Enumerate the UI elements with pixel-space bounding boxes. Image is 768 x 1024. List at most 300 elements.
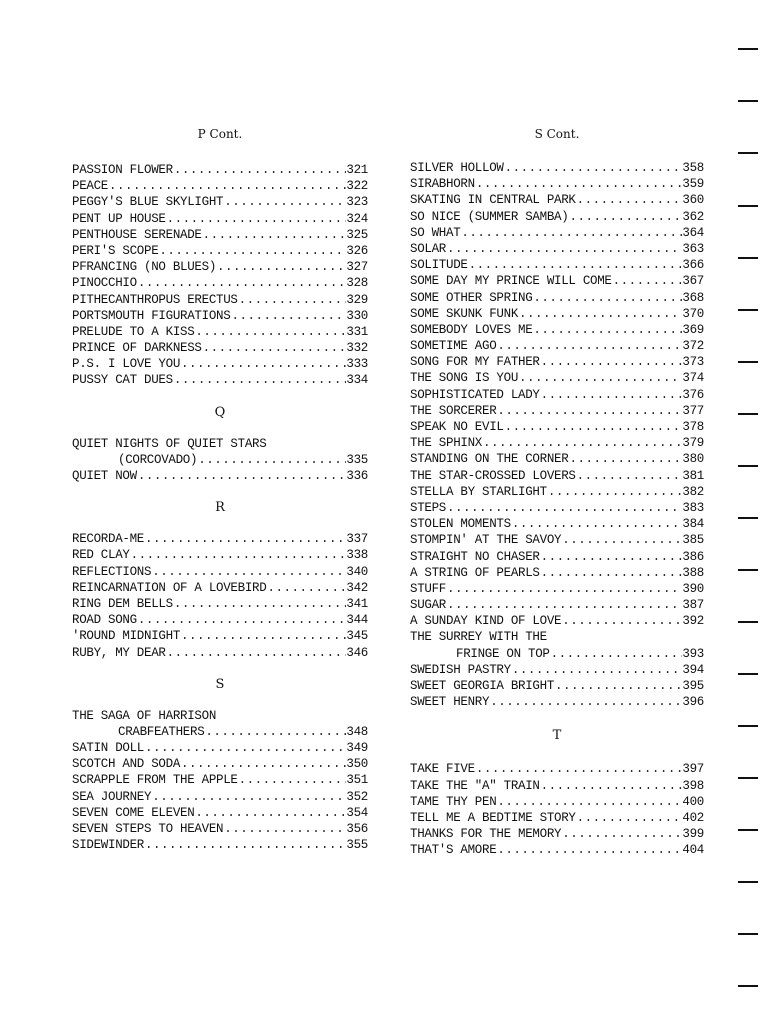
index-entry [72,259,368,275]
entry-title: RUBY, MY DEAR [72,645,166,660]
dot-leader [540,778,683,794]
entry-title: SO WHAT [410,225,461,240]
index-entry [410,778,704,794]
entry-title: (CORCOVADO) [118,452,198,467]
index-entry [410,678,704,694]
entry-title: STOMPIN' AT THE SAVOY [410,533,562,548]
dot-leader [151,564,346,580]
index-entry-multiline [72,436,368,468]
index-entry [410,192,704,208]
index-entry [410,176,704,192]
dot-leader [540,354,683,370]
index-entry [410,403,704,419]
page-number: 395 [682,679,704,693]
index-entry [410,241,704,257]
dot-leader [180,628,346,644]
entry-title: SOME OTHER SPRING [410,290,533,305]
index-entry [72,580,368,596]
dot-leader [561,613,682,629]
dot-leader [137,612,347,628]
dot-leader [576,468,683,484]
page-number: 321 [346,163,368,177]
index-entry [72,756,368,772]
dot-leader [194,324,346,340]
index-entry [410,338,704,354]
entry-title: SOMEBODY LOVES ME [410,322,533,337]
page-number: 349 [346,741,368,756]
dot-leader [223,821,346,837]
index-entry [410,354,704,370]
index-entry [410,549,704,565]
entry-title: SKATING IN CENTRAL PARK [410,193,576,208]
index-entry [410,273,704,289]
entry-title-line2 [72,452,368,468]
edge-tick-mark [738,48,758,50]
dot-leader [576,192,683,208]
dot-leader [576,810,683,826]
entry-title: TAME THY PEN [410,794,497,809]
index-entry [72,372,368,388]
index-entry [410,257,704,273]
entry-title: SPEAK NO EVIL [410,420,504,434]
dot-leader [550,646,683,662]
page-number: 404 [682,843,704,858]
index-entry [410,565,704,581]
index-entry [72,227,368,243]
index-entry [410,581,704,597]
index-entry [410,516,704,532]
page-number: 324 [346,211,368,226]
section-s-cont-list-b [410,662,704,711]
entry-title: SATIN DOLL [72,741,145,756]
dot-leader [144,740,346,756]
index-entry [410,225,704,241]
entry-title: SWEDISH PASTRY [410,662,511,677]
page-number: 325 [346,227,368,242]
entry-title: SOME DAY MY PRINCE WILL COME [410,274,612,289]
entry-title: PRINCE OF DARKNESS [72,341,202,356]
index-entry [410,694,704,710]
index-entry [72,324,368,340]
section-s-list [72,740,368,853]
dot-leader [173,596,347,612]
page-number: 378 [682,420,704,434]
dot-leader [540,549,683,565]
page-number: 337 [346,532,368,547]
entry-title: PEGGY'S BLUE SKYLIGHT [72,195,224,210]
entry-title: ROAD SONG [72,613,137,628]
dot-leader [202,227,347,243]
page-number: 399 [682,827,704,842]
entry-title: PORTSMOUTH FIGURATIONS [72,308,231,323]
section-letter-r: R [215,500,225,516]
page-number: 380 [682,452,704,467]
dot-leader [238,292,347,308]
entry-title: A SUNDAY KIND OF LOVE [410,614,562,629]
index-entry [72,531,368,547]
dot-leader [568,209,682,225]
edge-tick-mark [738,309,758,311]
section-r-list [72,531,368,661]
entry-title-line1: QUIET NIGHTS OF QUIET STARS [72,436,267,451]
index-entry [72,645,368,661]
dot-leader [194,805,346,821]
dot-leader [166,211,347,227]
dot-leader [496,403,682,419]
page-number: 370 [682,306,704,321]
page-number: 384 [682,517,704,532]
entry-title: A STRING OF PEARLS [410,565,540,580]
page-number: 333 [346,357,368,372]
entry-title: SOMETIME AGO [410,339,497,354]
index-entry [72,805,368,821]
dot-leader [238,772,347,788]
dot-leader [475,176,683,192]
entry-title: THE STAR-CROSSED LOVERS [410,468,576,483]
page-number: 364 [682,225,704,240]
entry-title: PINOCCHIO [72,276,137,291]
index-entry [72,468,368,484]
page-number: 350 [346,757,368,772]
page-number: 398 [682,778,704,793]
index-entry [410,306,704,322]
entry-title: SEA JOURNEY [72,789,152,804]
entry-title: THAT'S AMORE [410,843,497,858]
entry-title: PERI'S SCOPE [72,243,159,258]
dot-leader [612,273,683,289]
entry-title: SOME SKUNK FUNK [410,306,519,321]
column-header: S Cont. [534,127,580,141]
page-number: 338 [346,548,368,563]
index-entry [410,370,704,386]
index-entry [72,178,368,194]
index-entry [72,211,368,227]
dot-leader [475,761,683,777]
entry-title: STELLA BY STARLIGHT [410,484,547,499]
entry-title: SWEET GEORGIA BRIGHT [410,679,555,693]
dot-leader [204,724,346,740]
edge-tick-mark [738,257,758,259]
edge-tick-mark [738,621,758,623]
section-letter-t: T [552,728,562,744]
index-entry [410,322,704,338]
entry-title: THE SORCERER [410,403,497,418]
index-entry [72,340,368,356]
edge-tick-mark [738,152,758,154]
section-s-cont-list [410,160,704,629]
index-column-left [72,126,368,853]
edge-tick-mark [738,829,758,831]
dot-leader [554,678,682,694]
entry-title: TAKE THE "A" TRAIN [410,778,540,793]
index-entry [410,290,704,306]
entry-title: THE SONG IS YOU [410,371,519,386]
entry-title: SUGAR [410,598,447,613]
page-number: 322 [346,179,368,194]
dot-leader [230,308,346,324]
index-entry [410,761,704,777]
dot-leader [446,581,682,597]
entry-title: SCRAPPLE FROM THE APPLE [72,773,238,788]
dot-leader [489,694,682,710]
dot-leader [266,580,346,596]
page-number: 354 [346,805,368,820]
index-entry [410,532,704,548]
page-number: 329 [346,292,368,307]
page-number: 392 [682,614,704,629]
entry-title: SWEET HENRY [410,695,490,710]
page-number: 340 [346,564,368,579]
entry-title: TELL ME A BEDTIME STORY [410,810,576,825]
dot-leader [518,370,682,386]
entry-title: SCOTCH AND SODA [72,757,181,772]
entry-title: CRABFEATHERS [118,724,205,739]
entry-title: RECORDA-ME [72,532,145,547]
entry-title: SILVER HOLLOW [410,161,504,175]
index-entry [410,419,704,435]
index-entry-multiline [72,708,368,740]
entry-title: SIDEWINDER [72,838,145,853]
entry-title: SOLAR [410,241,447,256]
entry-title: SO NICE (SUMMER SAMBA) [410,209,569,224]
dot-leader [540,565,683,581]
section-t-list [410,761,704,858]
entry-title: RING DEM BELLS [72,596,173,611]
page-number: 351 [346,773,368,788]
page-number: 323 [346,195,368,210]
page-number: 372 [682,339,704,354]
index-entry [410,826,704,842]
entry-title-line2 [410,646,704,662]
page-number: 388 [682,565,704,580]
page-number: 368 [682,290,704,305]
entry-title-line1: THE SAGA OF HARRISON [72,708,217,723]
page-number: 330 [346,308,368,323]
index-entry [410,451,704,467]
dot-leader [197,452,346,468]
dot-leader [137,275,347,291]
dot-leader [496,794,682,810]
entry-title: REFLECTIONS [72,564,152,579]
edge-tick-mark [738,205,758,207]
dot-leader [496,842,682,858]
page-number: 327 [346,260,368,275]
page-number: 348 [346,724,368,739]
index-entry [410,160,704,176]
page-number: 383 [682,500,704,515]
edge-tick-mark [738,777,758,779]
index-entry [410,500,704,516]
dot-leader [446,500,682,516]
index-entry [72,837,368,853]
index-entry [410,794,704,810]
page-number: 352 [346,789,368,804]
index-entry [410,613,704,629]
entry-title: SOPHISTICATED LADY [410,387,540,402]
page-number: 382 [682,484,704,499]
index-entry [410,662,704,678]
entry-title: QUIET NOW [72,469,137,483]
entry-title: STOLEN MOMENTS [410,517,511,532]
index-entry [410,468,704,484]
index-column-right [410,126,704,859]
page-number: 381 [682,468,704,483]
page-number: 360 [682,193,704,208]
section-q-list [72,468,368,484]
page-number: 366 [682,258,704,273]
section-p-list [72,162,368,389]
page-number: 336 [346,469,368,483]
page-number: 332 [346,341,368,356]
page-number: 373 [682,355,704,370]
edge-tick-mark [738,100,758,102]
page-number: 335 [346,452,368,467]
dot-leader [216,259,346,275]
entry-title: RED CLAY [72,548,130,563]
dot-leader [504,160,683,176]
entry-title: PENT UP HOUSE [72,211,166,226]
page-number: 358 [682,161,704,175]
dot-leader [202,340,347,356]
index-entry [72,194,368,210]
dot-leader [158,243,346,259]
index-entry [72,789,368,805]
entry-title: PRELUDE TO A KISS [72,324,195,339]
entry-title: SONG FOR MY FATHER [410,355,540,370]
entry-title: STRAIGHT NO CHASER [410,549,540,564]
dot-leader [144,837,346,853]
dot-leader [151,789,346,805]
page-number: 362 [682,209,704,224]
index-entry [72,564,368,580]
page-number: 341 [346,596,368,611]
entry-title: TAKE FIVE [410,762,475,777]
page-number: 402 [682,810,704,825]
entry-title: SIRABHORN [410,177,475,192]
dot-leader [540,387,683,403]
page-number: 387 [682,598,704,613]
page-number: 334 [346,373,368,388]
entry-title: PUSSY CAT DUES [72,373,173,388]
dot-leader [547,484,683,500]
index-entry [72,275,368,291]
page-number: 328 [346,276,368,291]
page-number: 390 [682,581,704,596]
entry-title: SEVEN STEPS TO HEAVEN [72,822,224,836]
page-number: 355 [346,838,368,853]
page-number: 342 [346,580,368,595]
entry-title: P.S. I LOVE YOU [72,357,181,372]
entry-title: PEACE [72,179,109,194]
page-number: 374 [682,371,704,386]
entry-title: THE SPHINX [410,436,483,451]
edge-tick-mark [738,933,758,935]
dot-leader [223,194,346,210]
index-entry [72,356,368,372]
page-number: 377 [682,403,704,418]
dot-leader [173,162,347,178]
index-entry [72,162,368,178]
section-letter-q: Q [214,404,226,420]
page-number: 379 [682,436,704,451]
page-number: 394 [682,662,704,677]
index-entry [72,821,368,837]
edge-tick-mark [738,985,758,987]
page-number: 400 [682,794,704,809]
page-number: 345 [346,629,368,644]
index-entry [72,308,368,324]
dot-leader [511,662,683,678]
dot-leader [482,435,682,451]
dot-leader [460,225,682,241]
index-entry [72,547,368,563]
page-number: 326 [346,243,368,258]
column-header: P Cont. [197,127,243,141]
page-number: 331 [346,324,368,339]
index-entry [410,209,704,225]
index-entry [410,435,704,451]
index-entry [72,628,368,644]
page-number: 397 [682,762,704,777]
edge-tick-mark [738,361,758,363]
index-entry [410,484,704,500]
edge-tick-mark [738,725,758,727]
page-number: 359 [682,177,704,192]
index-entry-multiline [410,629,704,661]
entry-title: PITHECANTHROPUS ERECTUS [72,292,238,307]
index-entry [410,597,704,613]
index-entry [410,810,704,826]
dot-leader [532,290,682,306]
entry-title: THANKS FOR THE MEMORY [410,827,562,842]
entry-title: FRINGE ON TOP [456,646,550,661]
entry-title: PFRANCING (NO BLUES) [72,260,217,275]
entry-title: STANDING ON THE CORNER [410,452,569,467]
index-entry [72,772,368,788]
entry-title: PASSION FLOWER [72,163,173,177]
dot-leader [180,756,346,772]
dot-leader [518,306,682,322]
dot-leader [144,531,346,547]
page-number: 363 [682,241,704,256]
edge-tab-marks [738,0,762,1024]
index-entry [72,596,368,612]
index-entry [72,740,368,756]
dot-leader [468,257,683,273]
index-entry [72,612,368,628]
dot-leader [561,826,682,842]
dot-leader [504,419,683,435]
page-number: 393 [682,646,704,661]
dot-leader [446,597,682,613]
edge-tick-mark [738,517,758,519]
dot-leader [532,322,682,338]
edge-tick-mark [738,569,758,571]
edge-tick-mark [738,413,758,415]
entry-title: PENTHOUSE SERENADE [72,227,202,242]
dot-leader [108,178,346,194]
dot-leader [568,451,682,467]
page-number: 385 [682,533,704,548]
dot-leader [496,338,682,354]
index-entry [72,243,368,259]
entry-title-line1: THE SURREY WITH THE [410,630,547,645]
dot-leader [511,516,683,532]
dot-leader [561,532,682,548]
page-number: 369 [682,322,704,337]
entry-title: STUFF [410,581,447,596]
dot-leader [446,241,682,257]
